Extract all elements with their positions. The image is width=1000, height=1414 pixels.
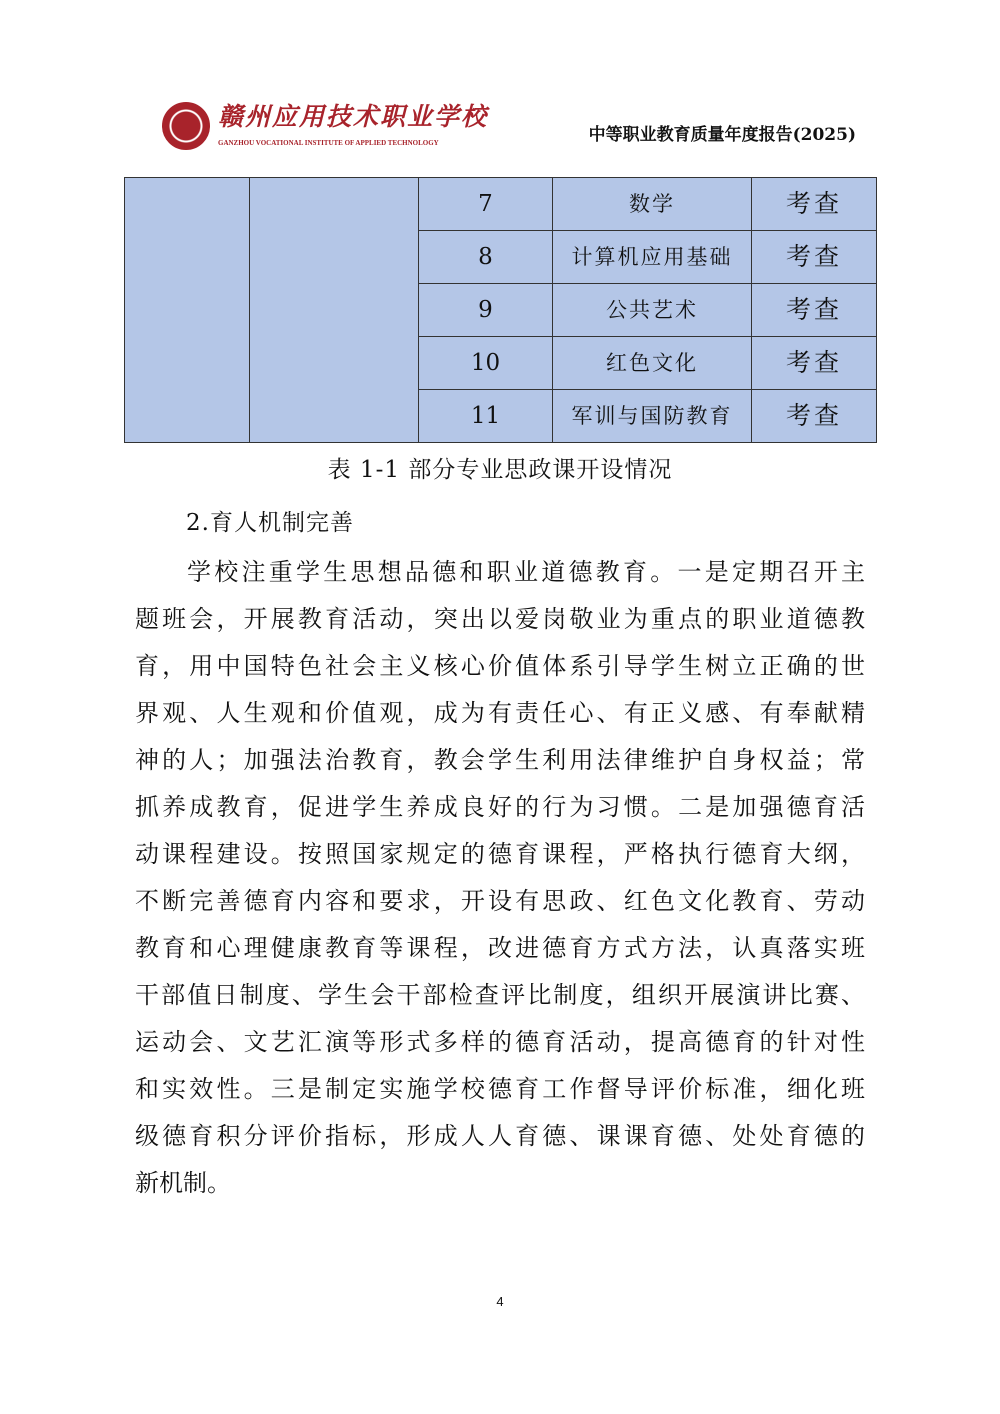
course-name: 计算机应用基础 bbox=[553, 231, 752, 284]
category-cell bbox=[125, 178, 250, 443]
paragraph-line: 干部值日制度、学生会干部检查评比制度，组织开展演讲比赛、 bbox=[135, 981, 865, 1009]
paragraph-line: 不断完善德育内容和要求，开设有思政、红色文化教育、劳动 bbox=[135, 887, 865, 915]
course-name: 公共艺术 bbox=[553, 284, 752, 337]
report-title: 中等职业教育质量年度报告(2025) bbox=[588, 125, 856, 145]
row-number: 8 bbox=[419, 231, 553, 284]
assessment-type: 考查 bbox=[752, 390, 877, 443]
row-number: 7 bbox=[419, 178, 553, 231]
paragraph-line: 教育和心理健康教育等课程，改进德育方式方法，认真落实班 bbox=[135, 934, 865, 962]
major-cell bbox=[250, 178, 419, 443]
page-header bbox=[160, 98, 860, 156]
school-name-en: GANZHOU VOCATIONAL INSTITUTE OF APPLIED TECHNOLOGY bbox=[218, 139, 439, 147]
assessment-type: 考查 bbox=[752, 178, 877, 231]
row-number: 9 bbox=[419, 284, 553, 337]
paragraph-line: 育，用中国特色社会主义核心价值体系引导学生树立正确的世 bbox=[135, 652, 865, 680]
paragraph-line: 新机制。 bbox=[135, 1169, 231, 1197]
paragraph-line: 运动会、文艺汇演等形式多样的德育活动，提高德育的针对性 bbox=[135, 1028, 865, 1056]
paragraph-line: 界观、人生观和价值观，成为有责任心、有正义感、有奉献精 bbox=[135, 699, 865, 727]
table-caption: 表 1-1 部分专业思政课开设情况 bbox=[327, 457, 673, 483]
paragraph-line: 学校注重学生思想品德和职业道德教育。一是定期召开主 bbox=[187, 558, 865, 586]
course-name: 军训与国防教育 bbox=[553, 390, 752, 443]
table-row bbox=[125, 178, 877, 231]
page-number: 4 bbox=[496, 1294, 504, 1309]
course-name: 数学 bbox=[553, 178, 752, 231]
assessment-type: 考查 bbox=[752, 284, 877, 337]
course-name: 红色文化 bbox=[553, 337, 752, 390]
body-paragraph bbox=[135, 554, 865, 1212]
school-logo-icon bbox=[162, 102, 210, 150]
assessment-type: 考查 bbox=[752, 231, 877, 284]
section-heading: 2.育人机制完善 bbox=[186, 510, 354, 536]
paragraph-line: 动课程建设。按照国家规定的德育课程，严格执行德育大纲， bbox=[135, 840, 865, 868]
row-number: 11 bbox=[419, 390, 553, 443]
paragraph-line: 和实效性。三是制定实施学校德育工作督导评价标准，细化班 bbox=[135, 1075, 865, 1103]
paragraph-line: 神的人；加强法治教育，教会学生利用法律维护自身权益；常 bbox=[135, 746, 865, 774]
assessment-type: 考查 bbox=[752, 337, 877, 390]
paragraph-line: 抓养成教育，促进学生养成良好的行为习惯。二是加强德育活 bbox=[135, 793, 865, 821]
paragraph-line: 级德育积分评价指标，形成人人育德、课课育德、处处育德的 bbox=[135, 1122, 865, 1150]
course-table bbox=[124, 177, 877, 443]
row-number: 10 bbox=[419, 337, 553, 390]
paragraph-line: 题班会，开展教育活动，突出以爱岗敬业为重点的职业道德教 bbox=[135, 605, 865, 633]
school-name-cn: 赣州应用技术职业学校 bbox=[218, 102, 489, 131]
